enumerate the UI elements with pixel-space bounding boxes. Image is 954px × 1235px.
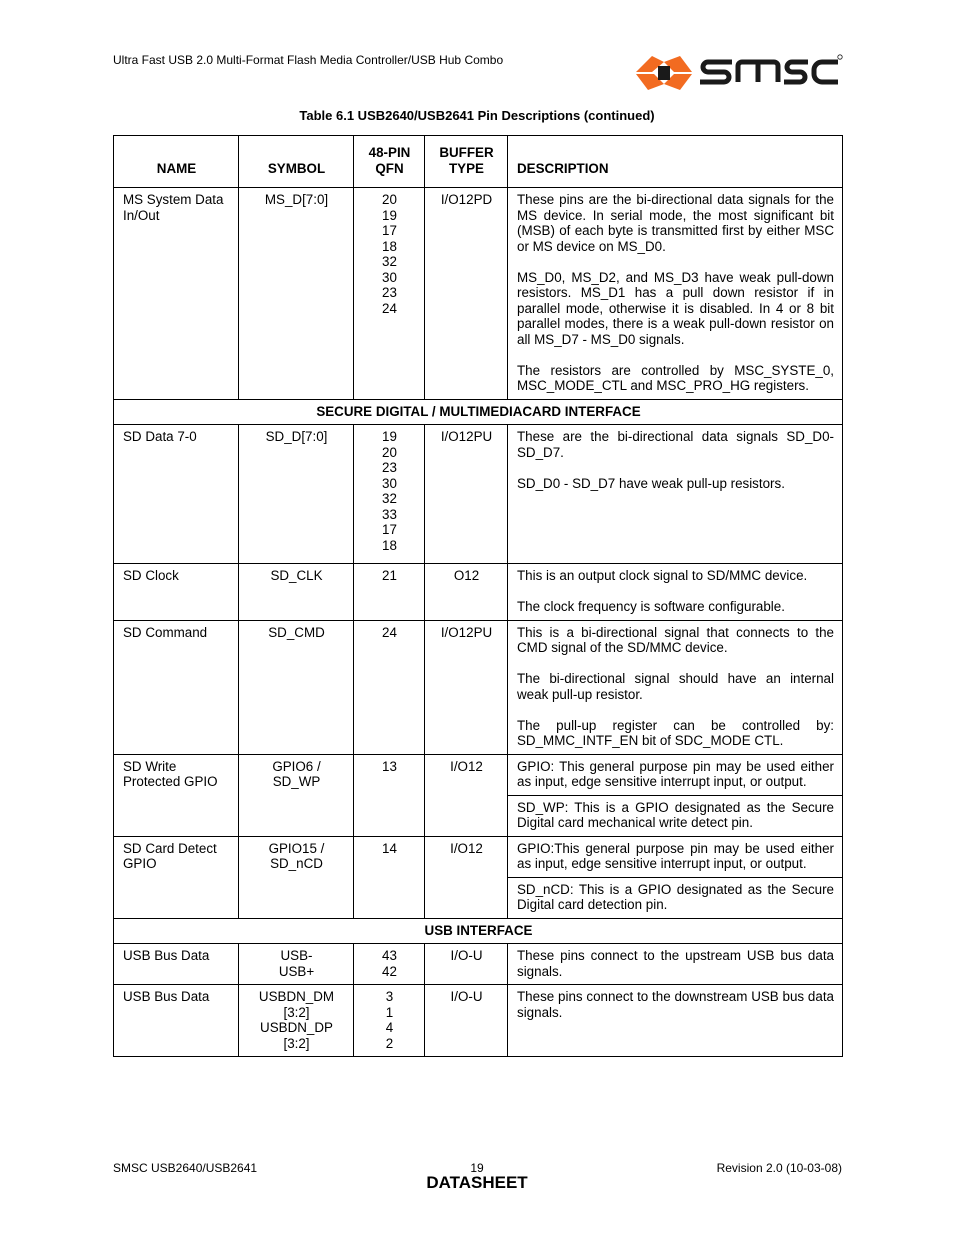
cell-description: These pins connect to the downstream USB bus data signals. bbox=[508, 985, 843, 1057]
description-paragraph: The pull-up register can be controlled by: SD_MMC_INTF_EN bit of SDC_MODE CTL. bbox=[517, 717, 834, 748]
cell-description-gpio: GPIO: This general purpose pin may be used either as input, edge sensitive interrupt input, or output. bbox=[508, 754, 843, 795]
cell-description bbox=[508, 564, 843, 621]
cell-symbol: USBDN_DM [3:2] USBDN_DP [3:2] bbox=[239, 985, 354, 1057]
table-row-sd-write-protect bbox=[114, 754, 843, 795]
cell-symbol: MS_D[7:0] bbox=[239, 188, 354, 400]
description-paragraph: MS_D0, MS_D2, and MS_D3 have weak pull-down resistors. MS_D1 has a pull down resistor if in parallel mode, otherwise it is disabled. In 4 or 8 bit parallel modes, there is a weak pull-down resistor on all MS_D7 - MS_D0 signals. bbox=[517, 269, 834, 347]
footer-datasheet-label: DATASHEET bbox=[426, 1173, 528, 1192]
cell-symbol: SD_CMD bbox=[239, 620, 354, 754]
footer-page-number: 19 bbox=[470, 1161, 484, 1175]
pin-description-table bbox=[113, 135, 843, 1057]
cell-description bbox=[508, 620, 843, 754]
cell-symbol: USB- USB+ bbox=[239, 944, 354, 985]
smsc-logo bbox=[634, 52, 844, 94]
description-paragraph: The resistors are controlled by MSC_SYSTE_0, MSC_MODE_CTL and MSC_PRO_HG registers. bbox=[517, 362, 834, 393]
table-row-usb-upstream bbox=[114, 944, 843, 985]
header-description: DESCRIPTION bbox=[508, 136, 843, 188]
table-row-usb-downstream bbox=[114, 985, 843, 1057]
cell-description-alt: SD_nCD: This is a GPIO designated as the Secure Digital card detection pin. bbox=[508, 877, 843, 918]
description-paragraph: This is an output clock signal to SD/MMC device. bbox=[517, 568, 808, 583]
header-pin-qfn: 48-PIN QFN bbox=[354, 136, 425, 188]
cell-symbol: GPIO6 / SD_WP bbox=[239, 754, 354, 836]
cell-name: SD Card Detect GPIO bbox=[114, 836, 239, 918]
table-caption: Table 6.1 USB2640/USB2641 Pin Descriptions (continued) bbox=[299, 108, 655, 123]
section-heading: USB INTERFACE bbox=[114, 918, 843, 944]
table-row-sd-command bbox=[114, 620, 843, 754]
cell-buffer: I/O-U bbox=[425, 944, 508, 985]
header-symbol: SYMBOL bbox=[239, 136, 354, 188]
table-row-sd-data bbox=[114, 425, 843, 564]
cell-symbol: SD_CLK bbox=[239, 564, 354, 621]
cell-buffer: I/O12 bbox=[425, 836, 508, 918]
cell-description bbox=[508, 425, 843, 564]
description-paragraph: These are the bi-directional data signals SD_D0-SD_D7. bbox=[517, 429, 834, 460]
cell-pins: 3 1 4 2 bbox=[354, 985, 425, 1057]
cell-pins: 19 20 23 30 32 33 17 18 bbox=[354, 425, 425, 564]
description-paragraph: The bi-directional signal should have an internal weak pull-up resistor. bbox=[517, 671, 834, 702]
cell-buffer: O12 bbox=[425, 564, 508, 621]
cell-name: USB Bus Data bbox=[114, 985, 239, 1057]
cell-pins: 13 bbox=[354, 754, 425, 836]
document-title: Ultra Fast USB 2.0 Multi-Format Flash Media Controller/USB Hub Combo bbox=[113, 53, 504, 67]
cell-pins: 14 bbox=[354, 836, 425, 918]
description-paragraph: The clock frequency is software configurable. bbox=[517, 599, 785, 614]
header-buffer-type: BUFFER TYPE bbox=[425, 136, 508, 188]
cell-name: SD Command bbox=[114, 620, 239, 754]
cell-name: SD Data 7-0 bbox=[114, 425, 239, 564]
section-row-usb bbox=[114, 918, 843, 944]
section-row-sd-mmc bbox=[114, 399, 843, 425]
table-row-sd-card-detect bbox=[114, 836, 843, 877]
footer-product: SMSC USB2640/USB2641 bbox=[113, 1161, 258, 1175]
cell-description-alt: SD_WP: This is a GPIO designated as the Secure Digital card mechanical write detect pin. bbox=[508, 795, 843, 836]
cell-name: USB Bus Data bbox=[114, 944, 239, 985]
cell-pins: 21 bbox=[354, 564, 425, 621]
description-paragraph: This is a bi-directional signal that connects to the CMD signal of the SD/MMC device. bbox=[517, 624, 834, 655]
cell-description bbox=[508, 188, 843, 400]
table-row-sd-clock bbox=[114, 564, 843, 621]
cell-description: These pins connect to the upstream USB bus data signals. bbox=[508, 944, 843, 985]
cell-buffer: I/O12PD bbox=[425, 188, 508, 400]
cell-symbol: GPIO15 / SD_nCD bbox=[239, 836, 354, 918]
cell-name: MS System Data In/Out bbox=[114, 188, 239, 400]
cell-buffer: I/O12PU bbox=[425, 620, 508, 754]
cell-description-gpio: GPIO:This general purpose pin may be used either as input, edge sensitive interrupt input, or output. bbox=[508, 836, 843, 877]
header-name: NAME bbox=[114, 136, 239, 188]
footer-revision: Revision 2.0 (10-03-08) bbox=[716, 1161, 842, 1175]
cell-name: SD Write Protected GPIO bbox=[114, 754, 239, 836]
cell-buffer: I/O12PU bbox=[425, 425, 508, 564]
description-paragraph: SD_D0 - SD_D7 have weak pull-up resistors. bbox=[517, 475, 785, 491]
cell-buffer: I/O-U bbox=[425, 985, 508, 1057]
cell-buffer: I/O12 bbox=[425, 754, 508, 836]
cell-pins: 20 19 17 18 32 30 23 24 bbox=[354, 188, 425, 400]
section-heading: SECURE DIGITAL / MULTIMEDIACARD INTERFACE bbox=[114, 399, 843, 425]
cell-pins: 24 bbox=[354, 620, 425, 754]
cell-symbol: SD_D[7:0] bbox=[239, 425, 354, 564]
table-row-ms-data bbox=[114, 188, 843, 400]
cell-name: SD Clock bbox=[114, 564, 239, 621]
cell-pins: 43 42 bbox=[354, 944, 425, 985]
description-paragraph: These pins are the bi-directional data signals for the MS device. In serial mode, the most significant bit (MSB) of each byte is transmitted first by either MSC or MS device on MS_D0. bbox=[517, 192, 834, 254]
table-header-row bbox=[114, 136, 843, 188]
